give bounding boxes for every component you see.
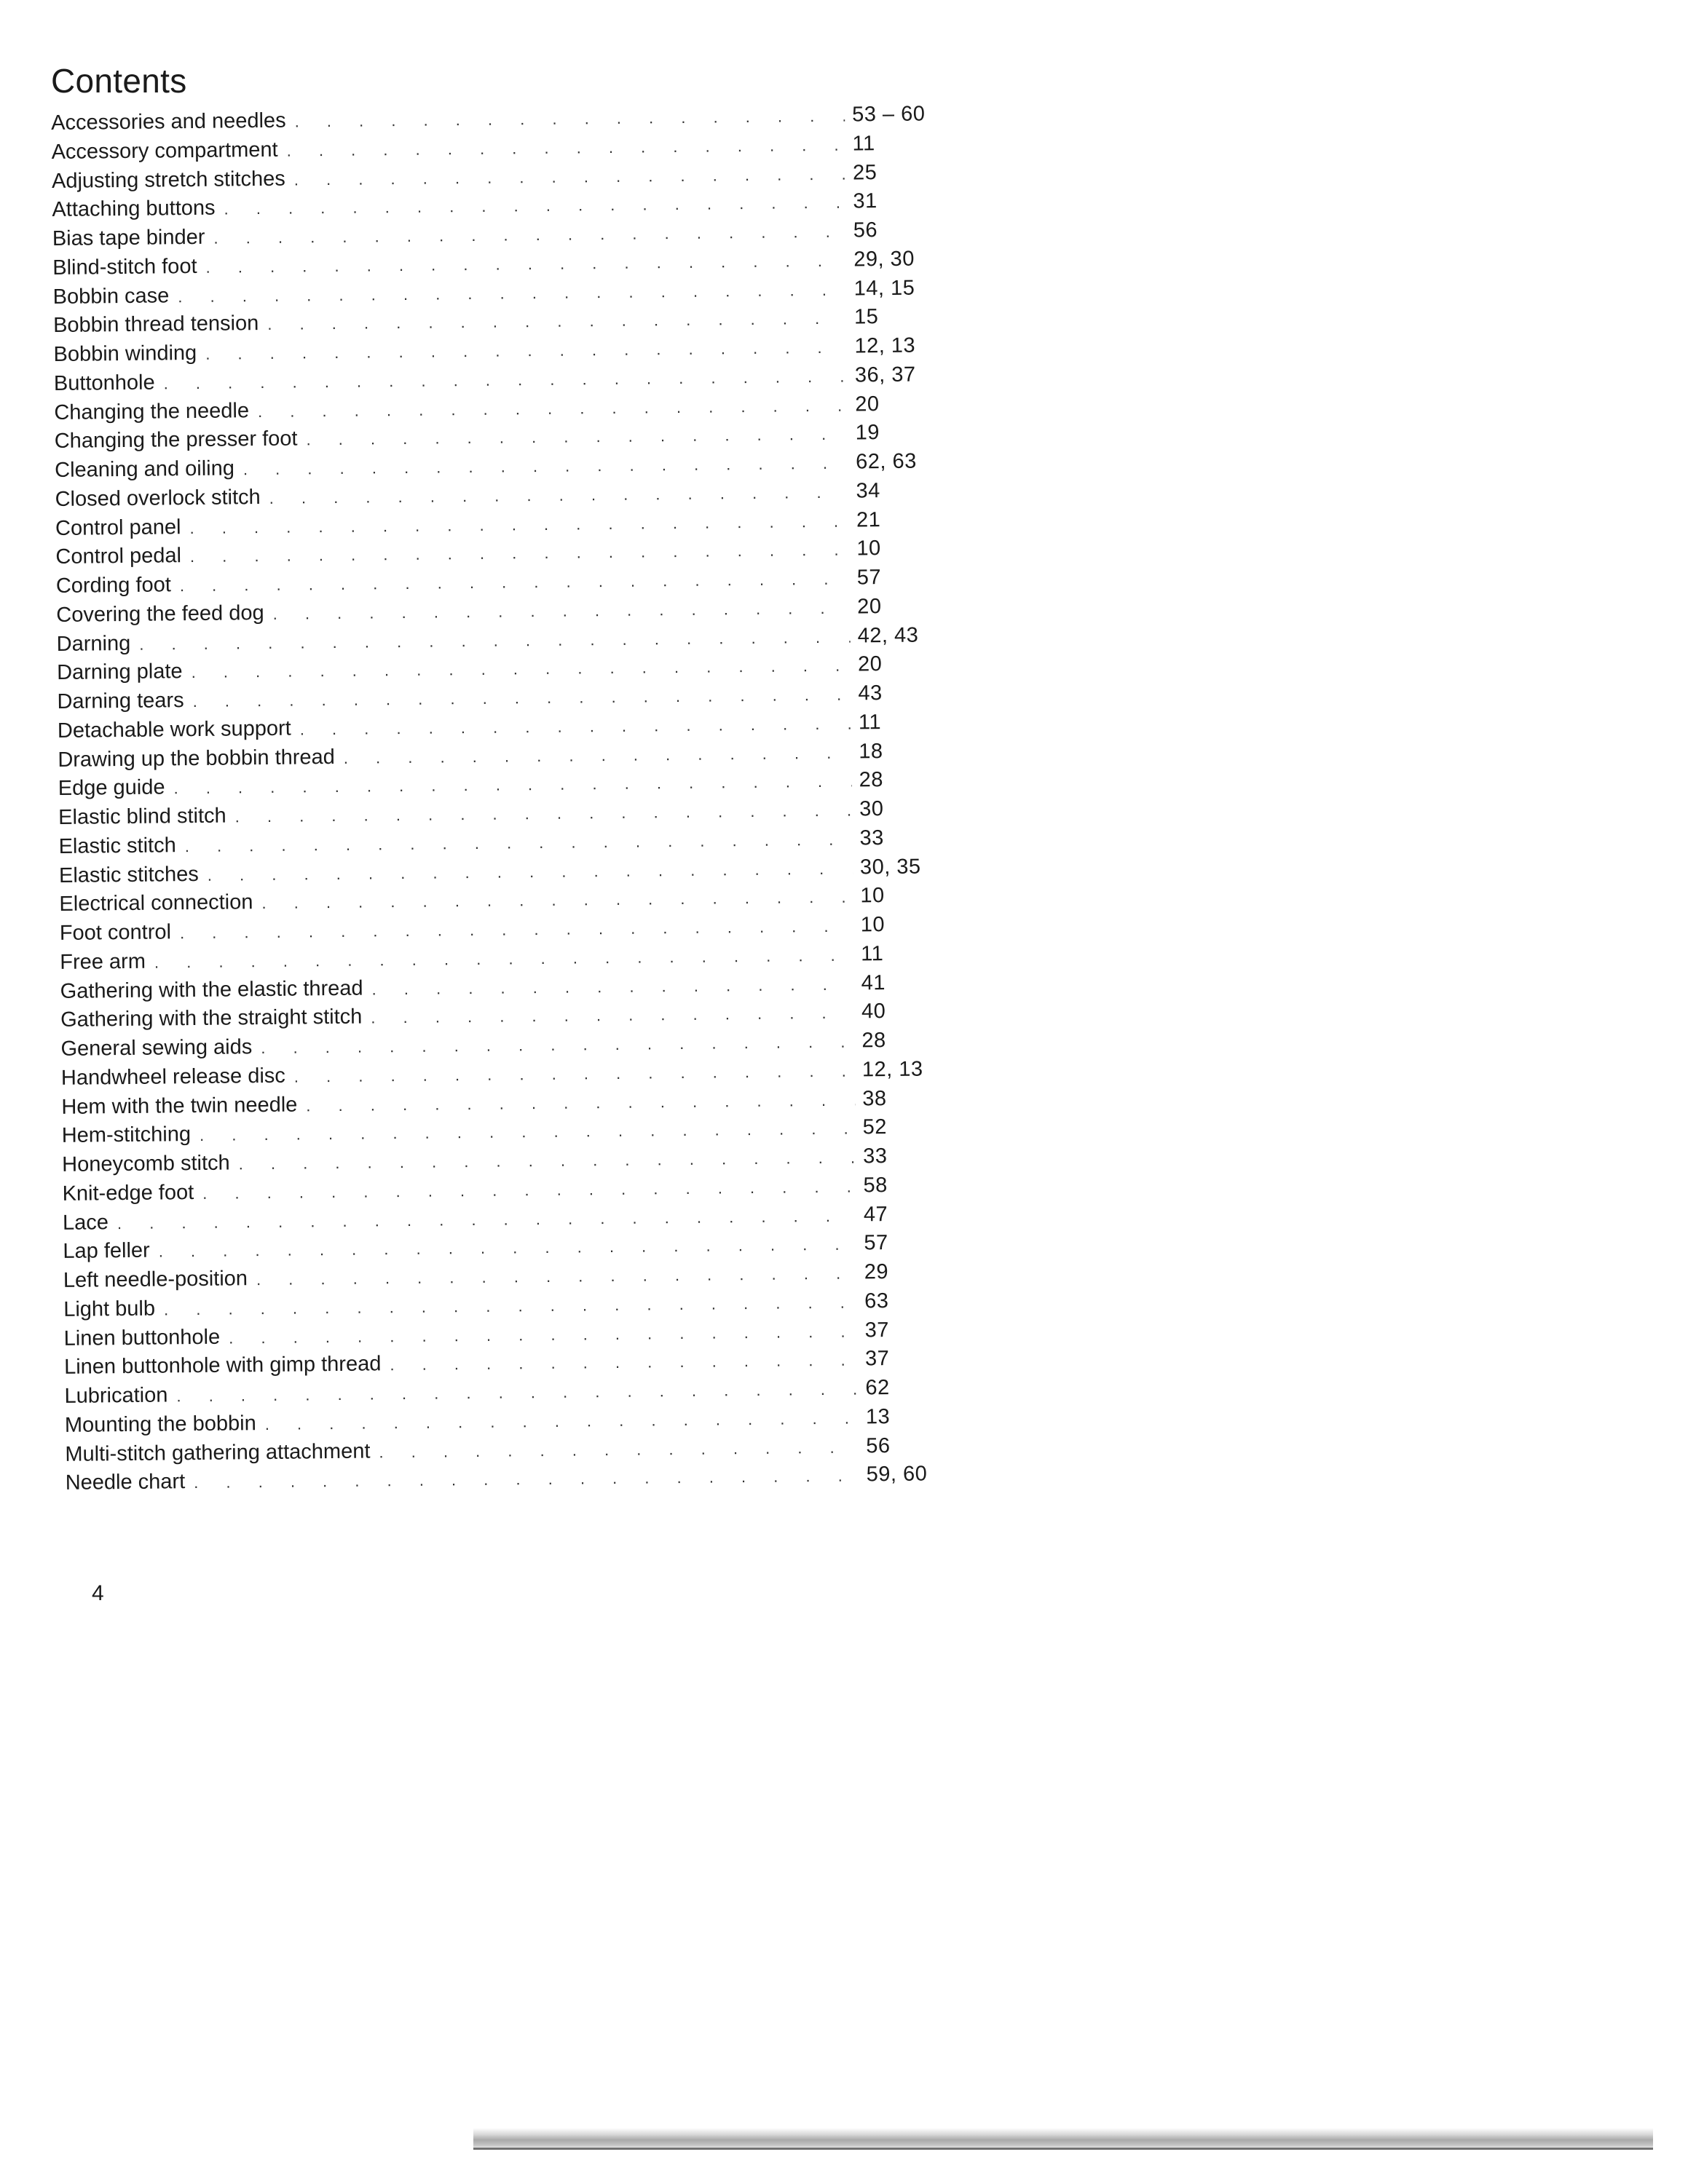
dot-leader — [371, 999, 854, 1033]
entry-page-numbers: 40 — [861, 1000, 886, 1024]
entry-page-numbers: 30 — [859, 797, 884, 821]
entry-page-numbers: 34 — [856, 478, 880, 503]
entry-page-numbers: 37 — [864, 1318, 890, 1342]
entry-page-numbers: 21 — [856, 507, 881, 531]
entry-page-numbers: 18 — [859, 739, 883, 763]
entry-page-numbers: 30, 35 — [859, 855, 921, 879]
entry-page-numbers: 53 – 60 — [851, 102, 926, 127]
entry-label: Bobbin thread tension — [52, 312, 259, 338]
entry-page-numbers: 28 — [861, 1029, 886, 1053]
entry-label: Bias tape binder — [52, 225, 205, 250]
page-number: 4 — [92, 1581, 104, 1605]
entry-label: Linen buttonhole — [63, 1325, 221, 1350]
entry-label: Detachable work support — [57, 716, 291, 743]
entry-page-numbers: 52 — [862, 1115, 888, 1139]
entry-page-numbers: 56 — [853, 218, 878, 242]
entry-page-numbers: 37 — [864, 1347, 890, 1371]
entry-page-numbers: 13 — [865, 1404, 891, 1429]
entry-page-numbers: 12, 13 — [854, 333, 916, 358]
entry-page-numbers: 28 — [859, 768, 884, 792]
scan-edge-line — [473, 2148, 1653, 2150]
entry-label: Mounting the bobbin — [64, 1411, 256, 1437]
entry-label: Linen buttonhole with gimp thread — [63, 1352, 382, 1380]
entry-page-numbers: 20 — [857, 594, 882, 619]
entry-page-numbers: 58 — [863, 1173, 888, 1198]
entry-label: Darning tears — [57, 689, 184, 713]
entry-label: Accessories and needles — [51, 108, 286, 135]
entry-page-numbers: 10 — [860, 913, 886, 937]
entry-label: Needle chart — [65, 1470, 186, 1495]
entry-page-numbers: 11 — [858, 710, 882, 735]
entry-page-numbers: 10 — [860, 884, 885, 908]
entry-page-numbers: 63 — [864, 1289, 889, 1313]
entry-label: Gathering with the straight stitch — [60, 1005, 363, 1032]
entry-label: Knit-edge foot — [62, 1180, 194, 1206]
entry-label: Covering the feed dog — [56, 601, 264, 627]
entry-page-numbers: 33 — [859, 826, 884, 850]
entry-page-numbers: 11 — [852, 131, 875, 156]
contents-list — [51, 100, 976, 1498]
entry-page-numbers: 38 — [862, 1086, 887, 1110]
entry-label: Elastic blind stitch — [58, 804, 226, 829]
entry-label: Free arm — [60, 949, 146, 974]
entry-page-numbers: 31 — [853, 189, 877, 213]
entry-label: Changing the presser foot — [54, 427, 298, 454]
entry-label: Bobbin winding — [53, 341, 197, 366]
entry-label: Darning — [56, 631, 131, 656]
entry-label: Light bulb — [63, 1297, 156, 1321]
entry-label: Bobbin case — [52, 283, 170, 309]
entry-page-numbers: 25 — [852, 160, 877, 184]
entry-page-numbers: 11 — [861, 941, 884, 966]
entry-label: Foot control — [59, 920, 172, 945]
entry-page-numbers: 57 — [856, 566, 882, 590]
entry-label: Drawing up the bobbin thread — [58, 745, 335, 772]
dot-leader — [371, 970, 853, 1004]
entry-label: Accessory compartment — [51, 138, 278, 164]
entry-label: Changing the needle — [54, 398, 250, 424]
entry-label: Cleaning and oiling — [55, 456, 235, 482]
entry-label: Honeycomb stitch — [62, 1151, 230, 1176]
entry-label: Edge guide — [58, 775, 165, 801]
page-title: Contents — [51, 62, 187, 100]
entry-label: General sewing aids — [60, 1035, 253, 1061]
entry-label: Handwheel release disc — [60, 1064, 285, 1090]
entry-page-numbers: 29, 30 — [853, 247, 915, 272]
entry-label: Elastic stitches — [58, 862, 199, 887]
entry-page-numbers: 43 — [858, 681, 883, 705]
entry-label: Left needle-position — [63, 1267, 248, 1292]
entry-page-numbers: 36, 37 — [854, 363, 916, 387]
entry-page-numbers: 33 — [862, 1144, 888, 1168]
entry-label: Elastic stitch — [58, 834, 176, 858]
entry-label: Control panel — [55, 515, 181, 540]
entry-page-numbers: 20 — [855, 392, 880, 416]
entry-page-numbers: 57 — [864, 1231, 888, 1255]
entry-page-numbers: 56 — [866, 1433, 891, 1457]
entry-label: Adjusting stretch stitches — [51, 167, 285, 193]
entry-page-numbers: 10 — [856, 537, 881, 561]
entry-label: Buttonhole — [53, 371, 155, 395]
entry-page-numbers: 47 — [863, 1202, 888, 1226]
entry-page-numbers: 15 — [853, 305, 879, 329]
entry-label: Multi-stitch gathering attachment — [65, 1439, 371, 1466]
entry-page-numbers: 62, 63 — [855, 449, 917, 474]
entry-page-numbers: 41 — [861, 970, 886, 994]
entry-page-numbers: 12, 13 — [861, 1057, 923, 1082]
entry-page-numbers: 62 — [865, 1376, 890, 1400]
entry-label: Blind-stitch foot — [52, 254, 197, 280]
entry-label: Attaching buttons — [52, 196, 216, 222]
entry-page-numbers: 59, 60 — [866, 1462, 928, 1487]
entry-label: Lubrication — [64, 1383, 168, 1408]
entry-page-numbers: 42, 43 — [857, 623, 919, 647]
entry-label: Hem with the twin needle — [61, 1093, 298, 1119]
dot-leader — [390, 1346, 858, 1380]
entry-page-numbers: 29 — [864, 1260, 889, 1284]
entry-label: Control pedal — [55, 544, 182, 569]
entry-label: Lap feller — [63, 1238, 150, 1264]
entry-label: Closed overlock stitch — [55, 485, 261, 511]
entry-page-numbers: 14, 15 — [853, 276, 915, 300]
entry-label: Cording foot — [55, 573, 172, 598]
entry-page-numbers: 19 — [855, 421, 880, 445]
entry-label: Electrical connection — [59, 890, 253, 917]
entry-label: Lace — [62, 1210, 109, 1235]
entry-label: Gathering with the elastic thread — [60, 976, 363, 1003]
entry-label: Hem-stitching — [61, 1123, 192, 1148]
entry-page-numbers: 20 — [857, 652, 883, 676]
scan-edge-bar — [473, 2128, 1653, 2150]
dot-leader — [379, 1433, 859, 1467]
entry-label: Darning plate — [56, 660, 183, 685]
dot-leader — [194, 1462, 859, 1497]
